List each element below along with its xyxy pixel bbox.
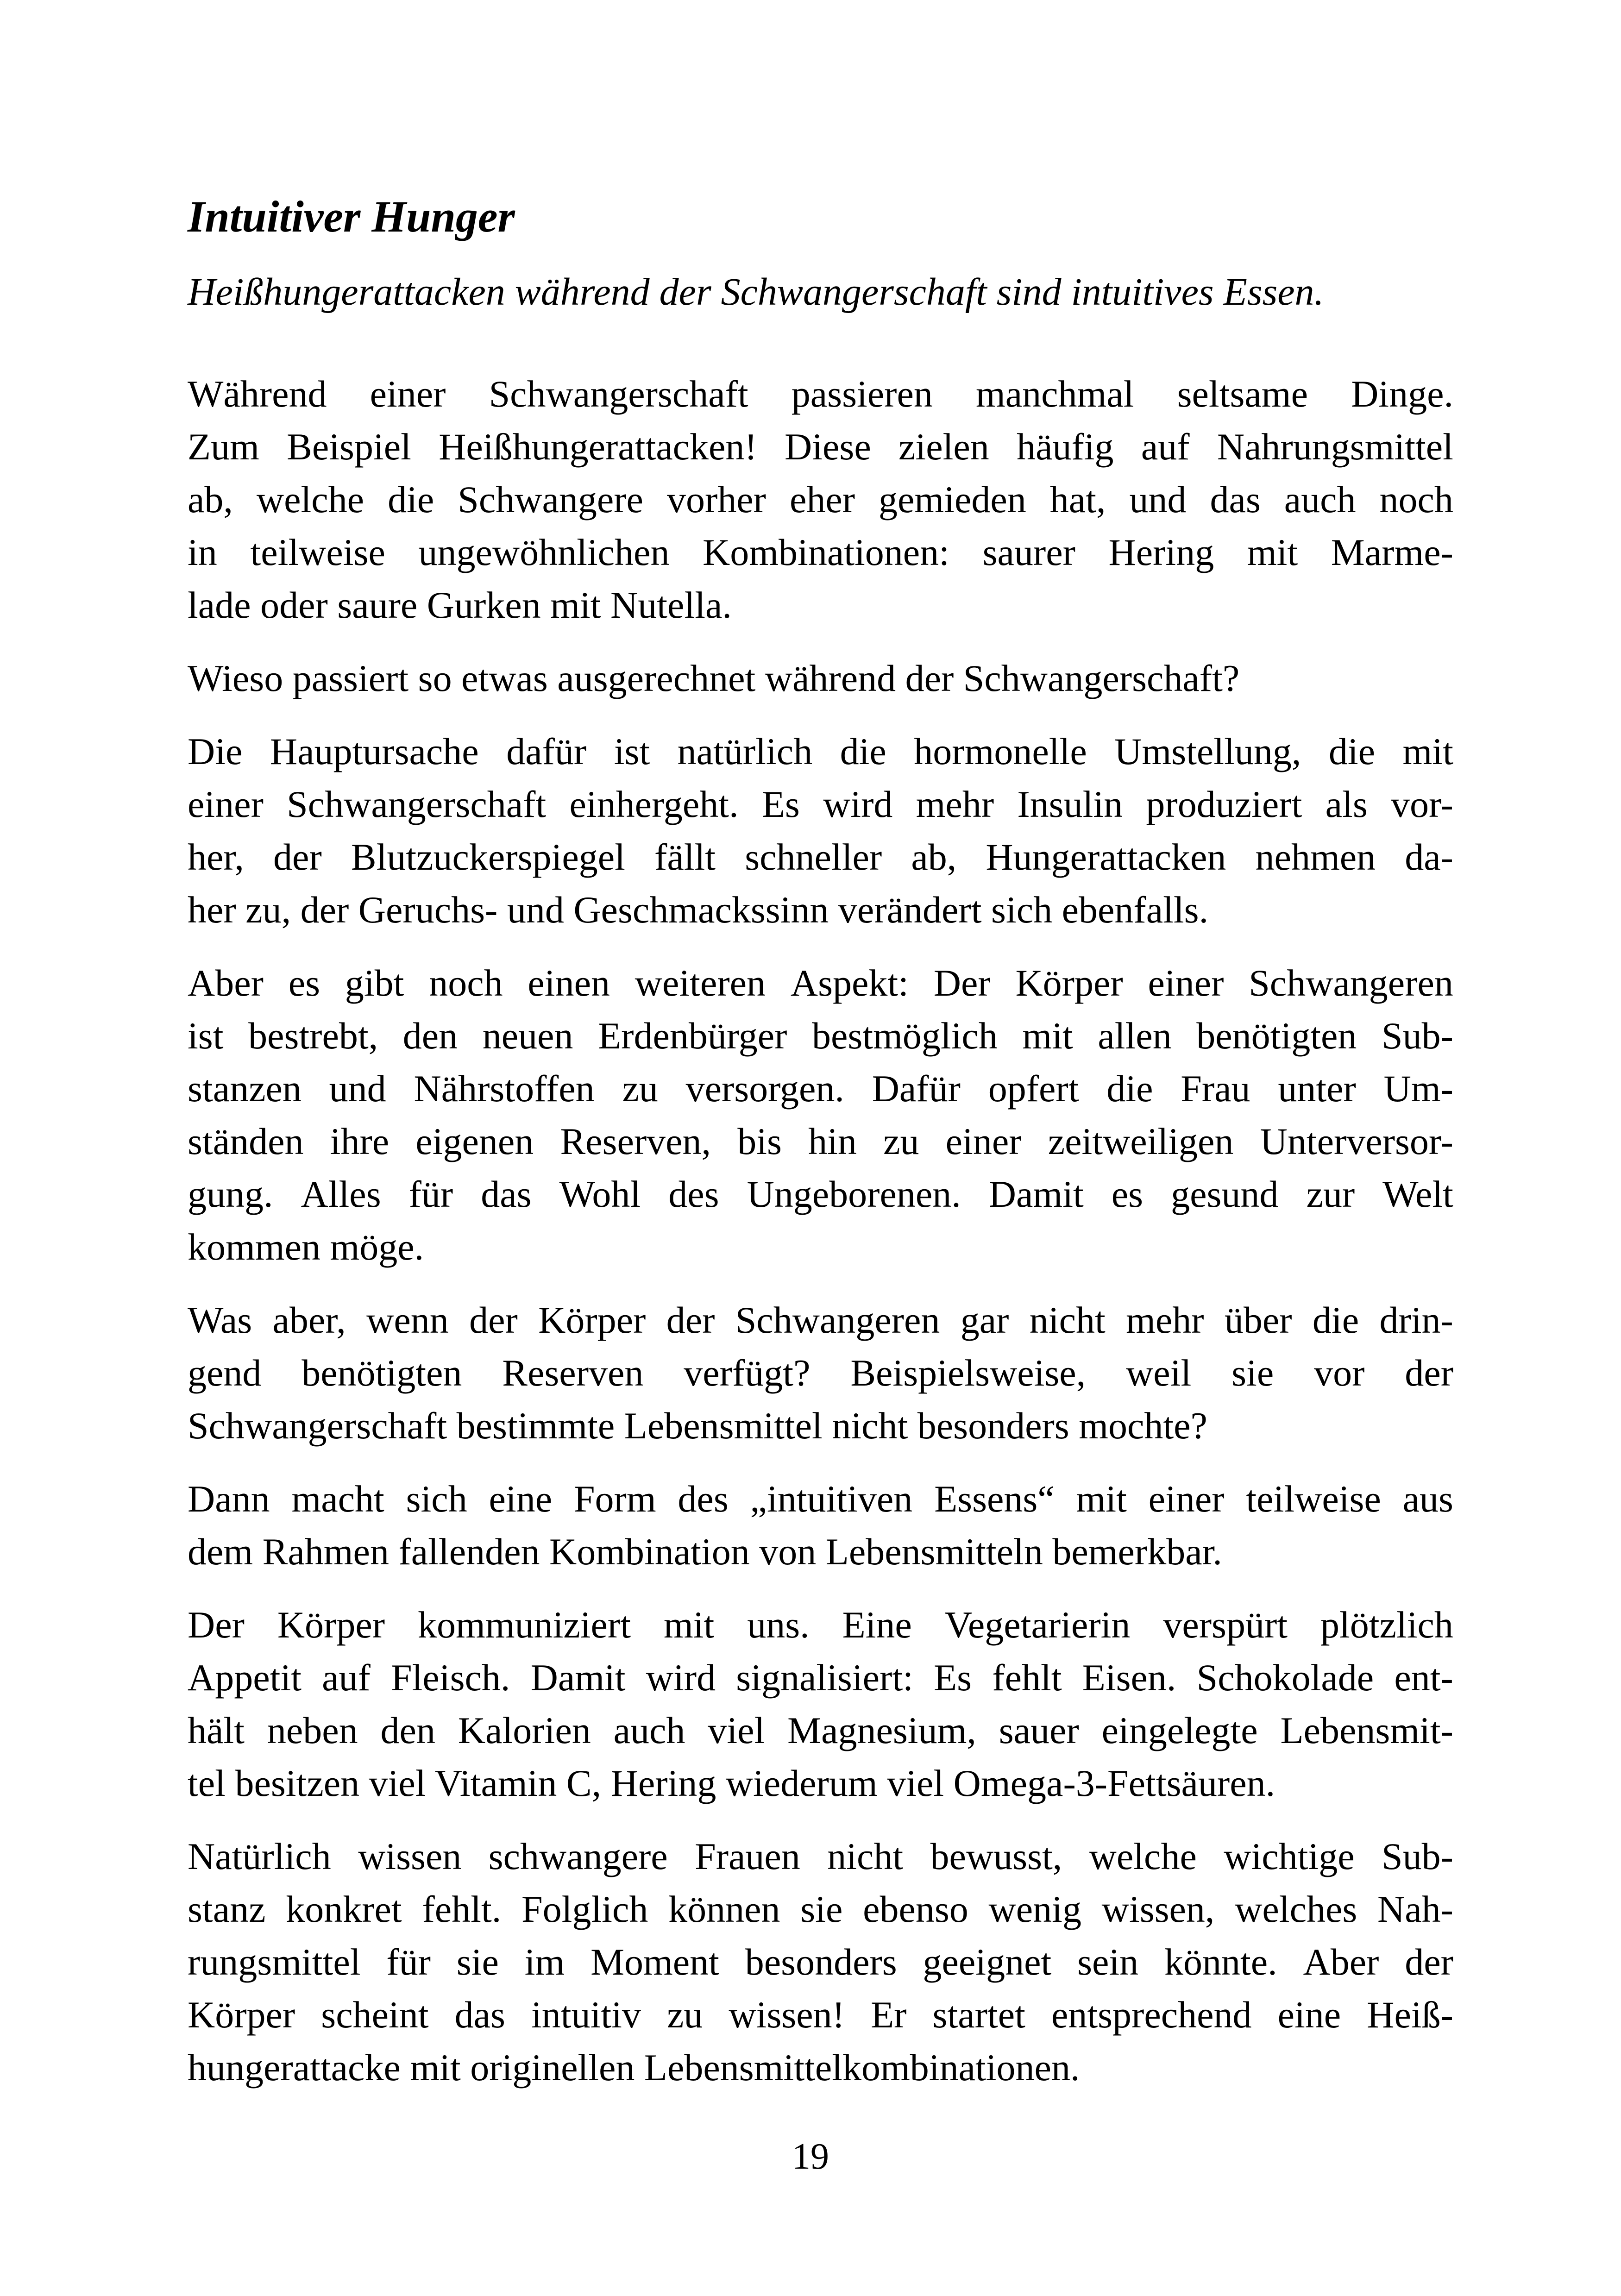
text-line: Dann macht sich eine Form des „intuitiven Essens“ mit einer teilweise aus xyxy=(188,1478,1453,1520)
text-line: her, der Blutzuckerspiegel fällt schneller ab, Hungerattacken nehmen da- xyxy=(188,836,1453,878)
text-line: gend benötigten Reserven verfügt? Beispielsweise, weil sie vor der xyxy=(188,1352,1453,1394)
text-line: Wieso passiert so etwas ausgerechnet während der Schwangerschaft? xyxy=(188,657,1240,699)
paragraph xyxy=(188,1294,1453,1452)
paragraph xyxy=(188,1830,1453,2094)
text-line: rungsmittel für sie im Moment besonders geeignet sein könnte. Aber der xyxy=(188,1941,1453,1983)
text-line: Zum Beispiel Heißhungerattacken! Diese zielen häufig auf Nahrungsmittel xyxy=(188,426,1453,468)
text-line: kommen möge. xyxy=(188,1226,424,1268)
text-line: einer Schwangerschaft einhergeht. Es wird mehr Insulin produziert als vor- xyxy=(188,783,1453,825)
text-line: stanzen und Nährstoffen zu versorgen. Dafür opfert die Frau unter Um- xyxy=(188,1067,1453,1110)
text-line: Appetit auf Fleisch. Damit wird signalisiert: Es fehlt Eisen. Schokolade ent- xyxy=(188,1656,1453,1699)
text-block xyxy=(188,190,1453,2114)
paragraph xyxy=(188,1599,1453,1810)
paragraph xyxy=(188,725,1453,936)
text-line: Natürlich wissen schwangere Frauen nicht bewusst, welche wichtige Sub- xyxy=(188,1835,1453,1877)
text-line: Aber es gibt noch einen weiteren Aspekt: Der Körper einer Schwangeren xyxy=(188,962,1453,1004)
text-line: Was aber, wenn der Körper der Schwangeren gar nicht mehr über die drin- xyxy=(188,1299,1453,1341)
page-body xyxy=(188,368,1453,2094)
text-line: dem Rahmen fallenden Kombination von Lebensmitteln bemerkbar. xyxy=(188,1531,1222,1573)
paragraph xyxy=(188,957,1453,1273)
text-line: her zu, der Geruchs- und Geschmackssinn verändert sich ebenfalls. xyxy=(188,889,1209,931)
paragraph xyxy=(188,368,1453,632)
text-line: tel besitzen viel Vitamin C, Hering wiederum viel Omega-3-Fettsäuren. xyxy=(188,1762,1275,1804)
text-line: gung. Alles für das Wohl des Ungeborenen. Damit es gesund zur Welt xyxy=(188,1173,1453,1215)
text-line: Der Körper kommuniziert mit uns. Eine Vegetarierin verspürt plötzlich xyxy=(188,1604,1453,1646)
page-number: 19 xyxy=(792,2136,829,2177)
text-line: hungerattacke mit originellen Lebensmittelkombinationen. xyxy=(188,2046,1080,2089)
text-line: lade oder saure Gurken mit Nutella. xyxy=(188,584,732,626)
text-line: in teilweise ungewöhnlichen Kombinationen: saurer Hering mit Marme- xyxy=(188,531,1453,573)
text-line: Die Hauptursache dafür ist natürlich die hormonelle Umstellung, die mit xyxy=(188,730,1453,772)
text-line: stanz konkret fehlt. Folglich können sie ebenso wenig wissen, welches Nah- xyxy=(188,1888,1453,1930)
text-line: hält neben den Kalorien auch viel Magnesium, sauer eingelegte Lebensmit- xyxy=(188,1709,1453,1751)
text-line: ist bestrebt, den neuen Erdenbürger bestmöglich mit allen benötigten Sub- xyxy=(188,1015,1453,1057)
text-line: ständen ihre eigenen Reserven, bis hin zu einer zeitweiligen Unterversor- xyxy=(188,1120,1453,1162)
text-line: Während einer Schwangerschaft passieren manchmal seltsame Dinge. xyxy=(188,373,1453,415)
text-line: ab, welche die Schwangere vorher eher gemieden hat, und das auch noch xyxy=(188,478,1453,521)
chapter-subtitle: Heißhungerattacken während der Schwangerschaft sind intuitives Essen. xyxy=(188,270,1324,314)
chapter-title: Intuitiver Hunger xyxy=(188,192,515,241)
paragraph xyxy=(188,652,1453,705)
paragraph xyxy=(188,1473,1453,1578)
text-line: Körper scheint das intuitiv zu wissen! Er startet entsprechend eine Heiß- xyxy=(188,1994,1453,2036)
text-line: Schwangerschaft bestimmte Lebensmittel nicht besonders mochte? xyxy=(188,1405,1207,1447)
